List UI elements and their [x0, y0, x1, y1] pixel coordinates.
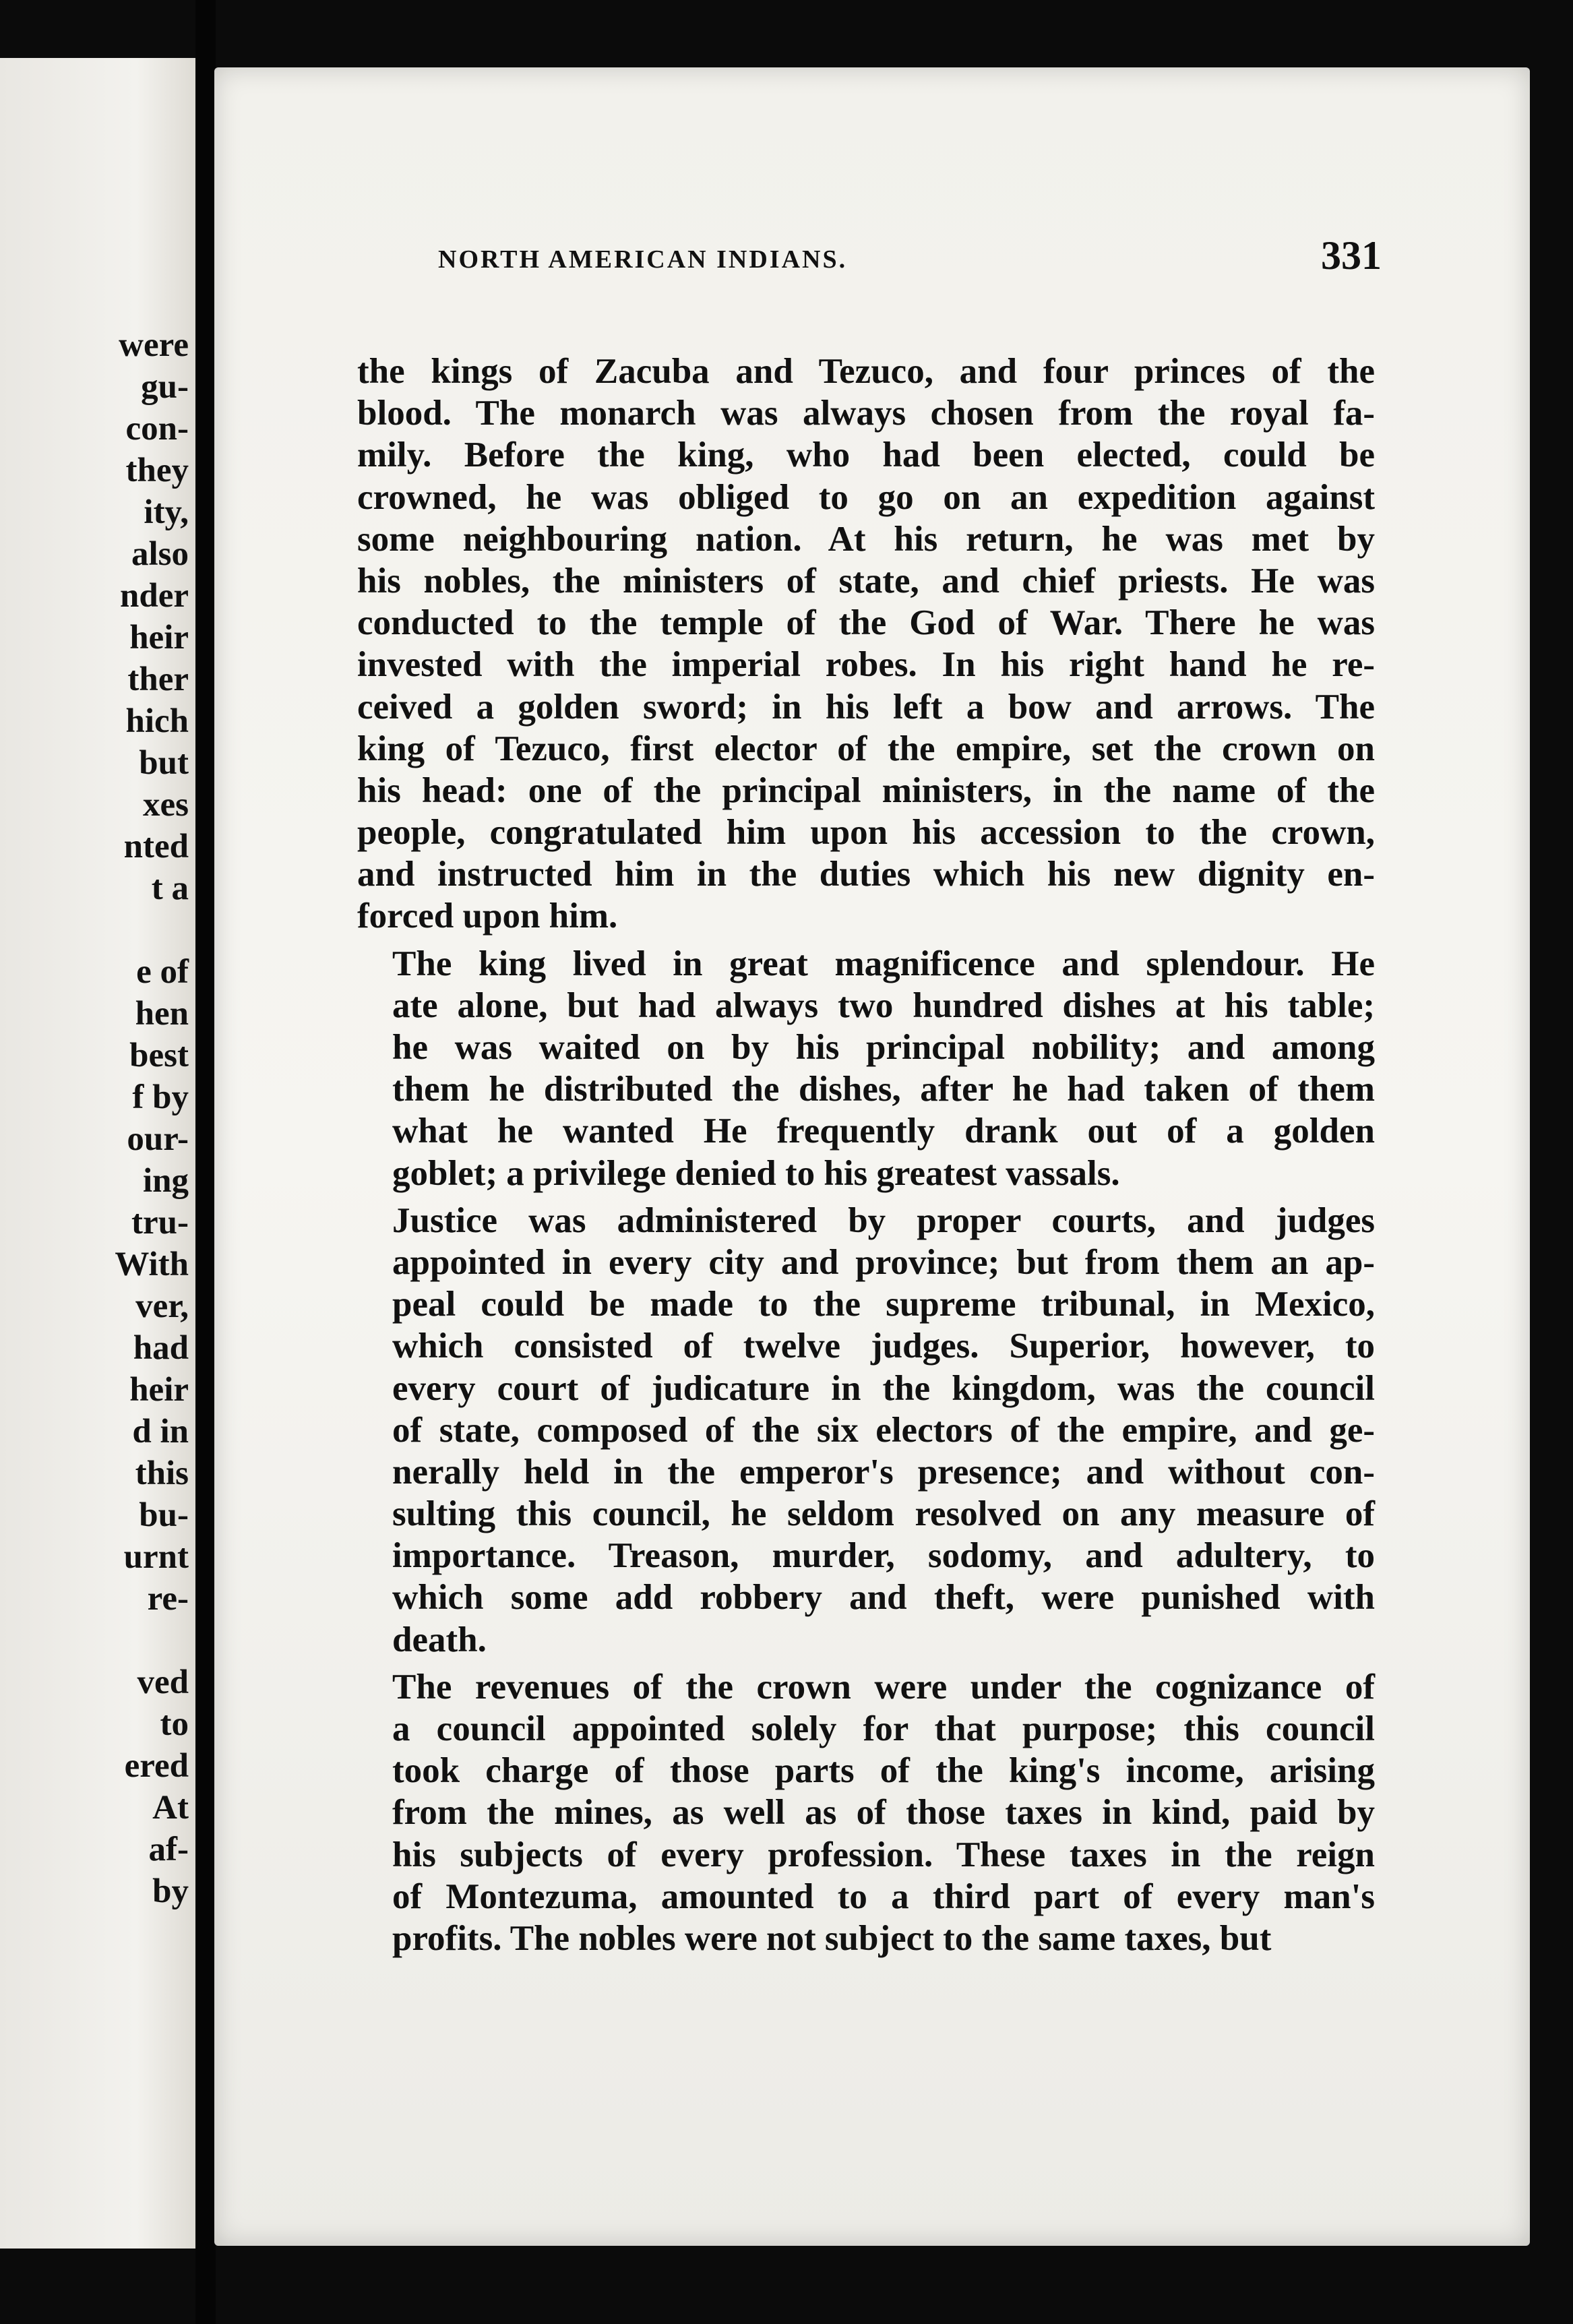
left-page-fragment: With [115, 1246, 189, 1283]
left-page-fragment: re- [147, 1580, 189, 1618]
left-page-text-fragments [0, 324, 189, 1912]
text-line: goblet; a privilege denied to his greatest vassals. [392, 1153, 1120, 1193]
left-page-fragment: d in [132, 1413, 189, 1450]
left-page-fragment: but [139, 744, 189, 782]
text-line: Justice was administered by proper courts, and judges [392, 1200, 1375, 1240]
left-page-fragment: ved [137, 1663, 189, 1701]
left-page-fragment: to [160, 1705, 189, 1743]
left-page-fragment: by [152, 1872, 189, 1910]
left-page-fragment: ity, [144, 493, 189, 531]
left-page-fragment: nted [123, 828, 189, 865]
page-number: 331 [1321, 233, 1382, 278]
text-line: blood. The monarch was always chosen from the royal fa- [357, 394, 1375, 433]
left-page-fragment: were [119, 326, 189, 364]
text-line: death. [392, 1620, 487, 1659]
body-text [357, 350, 1375, 1959]
left-page-fragment: tru- [131, 1204, 189, 1242]
text-line: and instructed him in the duties which his new dignity en- [357, 855, 1375, 894]
text-line: nerally held in the emperor's presence; and without con- [392, 1452, 1375, 1492]
left-page-fragment: ing [142, 1162, 189, 1200]
text-line: profits. The nobles were not subject to the same taxes, but [392, 1918, 1272, 1958]
text-line: appointed in every city and province; but from them an ap- [392, 1242, 1375, 1282]
text-line: forced upon him. [357, 896, 618, 936]
text-line: mily. Before the king, who had been elected, could be [357, 435, 1375, 475]
text-line: his nobles, the ministers of state, and chief priests. He was [357, 561, 1375, 601]
left-page-fragment: gu- [141, 368, 189, 406]
left-page-fragment: hen [135, 995, 189, 1033]
text-line: took charge of those parts of the king's income, arising [392, 1751, 1375, 1791]
left-page-fragment: hich [125, 702, 189, 740]
text-line: every court of judicature in the kingdom, was the council [392, 1368, 1375, 1408]
left-page-fragment: this [135, 1455, 189, 1492]
text-line: The king lived in great magnificence and splendour. He [392, 944, 1375, 983]
text-line: his head: one of the principal ministers, in the name of the [357, 770, 1375, 810]
left-page-fragment: t a [151, 869, 189, 907]
left-page-fragment: best [129, 1037, 189, 1074]
paragraph [357, 350, 1375, 938]
left-page-fragment: ered [124, 1747, 189, 1785]
left-page-fragment: heir [129, 619, 189, 656]
text-line: the kings of Zacuba and Tezuco, and four princes of the [357, 352, 1375, 391]
text-line: which consisted of twelve judges. Superior, however, to [392, 1326, 1375, 1366]
text-line: crowned, he was obliged to go on an expedition against [357, 477, 1375, 517]
paragraph [357, 1666, 1375, 1959]
text-line: his subjects of every profession. These taxes in the reign [392, 1835, 1375, 1874]
text-line: king of Tezuco, first elector of the empire, set the crown on [357, 729, 1375, 768]
left-page-fragment [0, 1620, 189, 1661]
left-page-fragment: con- [125, 410, 189, 448]
left-page-fragment: urnt [123, 1538, 189, 1576]
text-line: which some add robbery and theft, were punished with [392, 1578, 1375, 1618]
text-line: invested with the imperial robes. In his right hand he re- [357, 645, 1375, 685]
text-line: of state, composed of the six electors of the empire, and ge- [392, 1410, 1375, 1450]
text-line: them he distributed the dishes, after he had taken of them [392, 1070, 1375, 1109]
running-title: NORTH AMERICAN INDIANS. [438, 245, 848, 274]
book-gutter [195, 0, 216, 2324]
text-line: ceived a golden sword; in his left a bow and arrows. The [357, 687, 1375, 727]
left-page-fragment: ther [127, 661, 189, 698]
left-page-fragment: bu- [139, 1496, 189, 1534]
text-line: a council appointed solely for that purpose; this council [392, 1709, 1375, 1748]
page-header [438, 233, 1382, 286]
paragraph [357, 943, 1375, 1194]
text-line: people, congratulated him upon his accession to the crown, [357, 813, 1375, 853]
left-page-edge [0, 58, 195, 2249]
left-page-fragment: they [125, 452, 189, 489]
left-page-fragment [0, 909, 189, 951]
text-line: what he wanted He frequently drank out of a golden [392, 1111, 1375, 1151]
text-line: he was waited on by his principal nobility; and among [392, 1028, 1375, 1067]
text-line: importance. Treason, murder, sodomy, and adultery, to [392, 1536, 1375, 1576]
paragraph [357, 1200, 1375, 1661]
text-line: some neighbouring nation. At his return, he was met by [357, 519, 1375, 559]
left-page-fragment: our- [127, 1120, 189, 1158]
text-line: of Montezuma, amounted to a third part of every man's [392, 1876, 1375, 1916]
left-page-fragment: nder [120, 577, 189, 615]
text-line: conducted to the temple of the God of War. There he was [357, 603, 1375, 643]
text-line: ate alone, but had always two hundred dishes at his table; [392, 985, 1375, 1025]
text-line: The revenues of the crown were under the cognizance of [392, 1667, 1375, 1707]
text-line: peal could be made to the supreme tribunal, in Mexico, [392, 1285, 1375, 1324]
left-page-fragment: also [131, 535, 189, 573]
left-page-fragment: ver, [135, 1287, 189, 1325]
text-line: sulting this council, he seldom resolved on any measure of [392, 1494, 1375, 1534]
left-page-fragment: At [152, 1789, 189, 1827]
left-page-fragment: e of [136, 953, 189, 991]
text-line: from the mines, as well as of those taxes in kind, paid by [392, 1793, 1375, 1833]
left-page-fragment: heir [129, 1371, 189, 1409]
left-page-fragment: af- [148, 1831, 189, 1868]
left-page-fragment: xes [143, 786, 189, 824]
left-page-fragment: f by [132, 1078, 189, 1116]
left-page-fragment: had [133, 1329, 189, 1367]
